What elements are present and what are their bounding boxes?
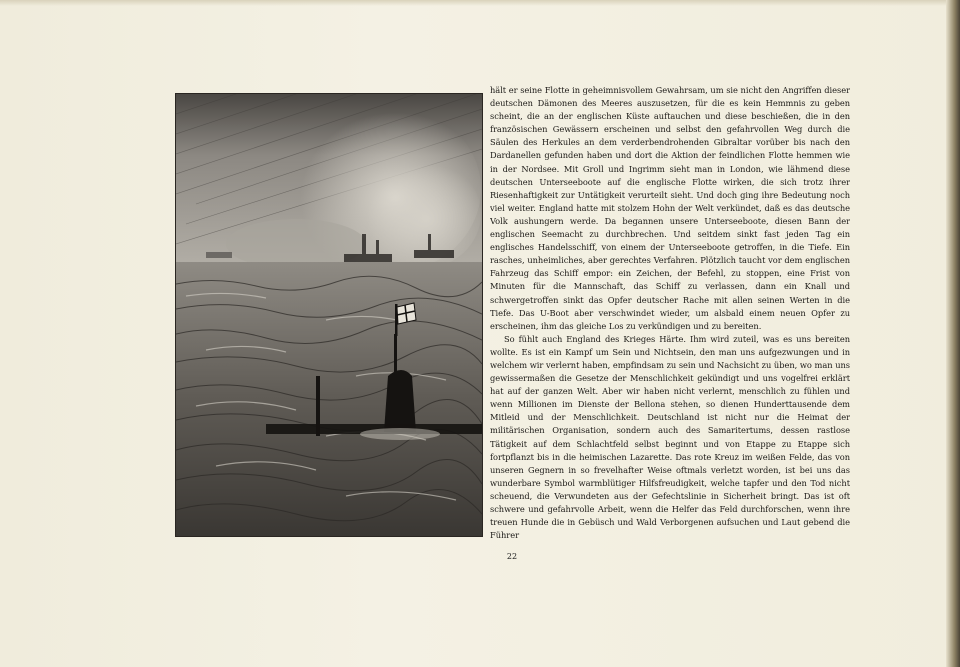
illustration-uboat: [175, 93, 483, 537]
paragraph-1: hält er seine Flotte in geheimnisvollem Gewahrsam, um sie nicht den Angriffen dieser deutschen Dämonen des Meeres auszusetzen, für die es kein Hemmnis zu geben scheint, die an der englischen Küste auftauchen und diese beschießen, die in den französischen Gewässern erscheinen und selbst den gefahrvollen Weg durch die Säulen des Herkules an dem verderbendrohenden Gibraltar vorüber bis nach den Dardanellen gefunden haben und dort die Aktion der feindlichen Flotte hemmen wie in der Nordsee. Mit Groll und Ingrimm sieht man in London, wie lähmend diese deutschen Unterseeboote auf die englische Flotte wirken, die sich trotz ihrer Riesenhaftigkeit zur Untätigkeit verurteilt sieht. Und doch ging ihre Bedeutung noch viel weiter. England hatte mit stolzem Hohn der Welt verkündet, daß es das deutsche Volk aushungern werde. Da begannen unsere Unterseeboote, diesen Bann der englischen Seemacht zu durchbrechen. Und seitdem sinkt fast jeden Tag ein englisches Handelsschiff, von einem der Unterseeboote getroffen, in die Tiefe. Ein rasches, unheimliches, aber gerechtes Verfahren. Plötzlich taucht vor dem englischen Fahrzeug das Schiff empor: ein Zeichen, der Befehl, zu stoppen, eine Frist von Minuten für die Mannschaft, das Schiff zu verlassen, dann ein Knall und schwergetroffen sinkt das Opfer deutscher Rache mit allen seinen Werten in die Tiefe. Das U-Boot aber verschwindet wieder, um alsbald einem neuen Opfer zu erscheinen, ihm das gleiche Los zu verkündigen und zu bereiten.: [490, 85, 850, 331]
uboat-sea-drawing: [176, 94, 482, 536]
page-number: 22: [506, 552, 518, 561]
body-text-column: [490, 84, 850, 544]
book-spine-edge: [946, 0, 960, 667]
page-top-shadow: [0, 0, 960, 6]
paragraph-2: So fühlt auch England des Krieges Härte. Ihm wird zuteil, was es uns bereiten wollte. Es ist ein Kampf um Sein und Nichtsein, den man uns aufgezwungen und in welchem wir verlernt haben, empfindsam zu sein und Nachsicht zu üben, wo man uns gewissermaßen die Gesetze der Menschlichkeit gekündigt und uns vogelfrei erklärt hat auf der ganzen Welt. Aber wir haben nicht verlernt, menschlich zu fühlen und wenn Millionen im Dienste der Bellona stehen, so dienen Hunderttausende dem Mitleid und der Menschlichkeit. Deutschland ist nicht nur die Heimat der militärischen Organisation, sondern auch des Samaritertums, dessen rastlose Tätigkeit auf dem Schlachtfeld selbst beginnt und von Etappe zu Etappe sich fortpflanzt bis in die heimischen Lazarette. Das rote Kreuz im weißen Felde, das von unseren Gegnern in so frevelhafter Weise oftmals verletzt worden, ist bei uns das wunderbare Symbol warmblütiger Hilfsfreudigkeit, welche tapfer und den Tod nicht scheuend, die Verwundeten aus der Gefechtslinie in Sicherheit bringt. Das ist oft schwere und gefahrvolle Arbeit, wenn die Helfer das Feld durchforschen, wenn ihre treuen Hunde die in Gebüsch und Wald Verborgenen aufsuchen und Laut gebend die Führer: [490, 333, 850, 541]
